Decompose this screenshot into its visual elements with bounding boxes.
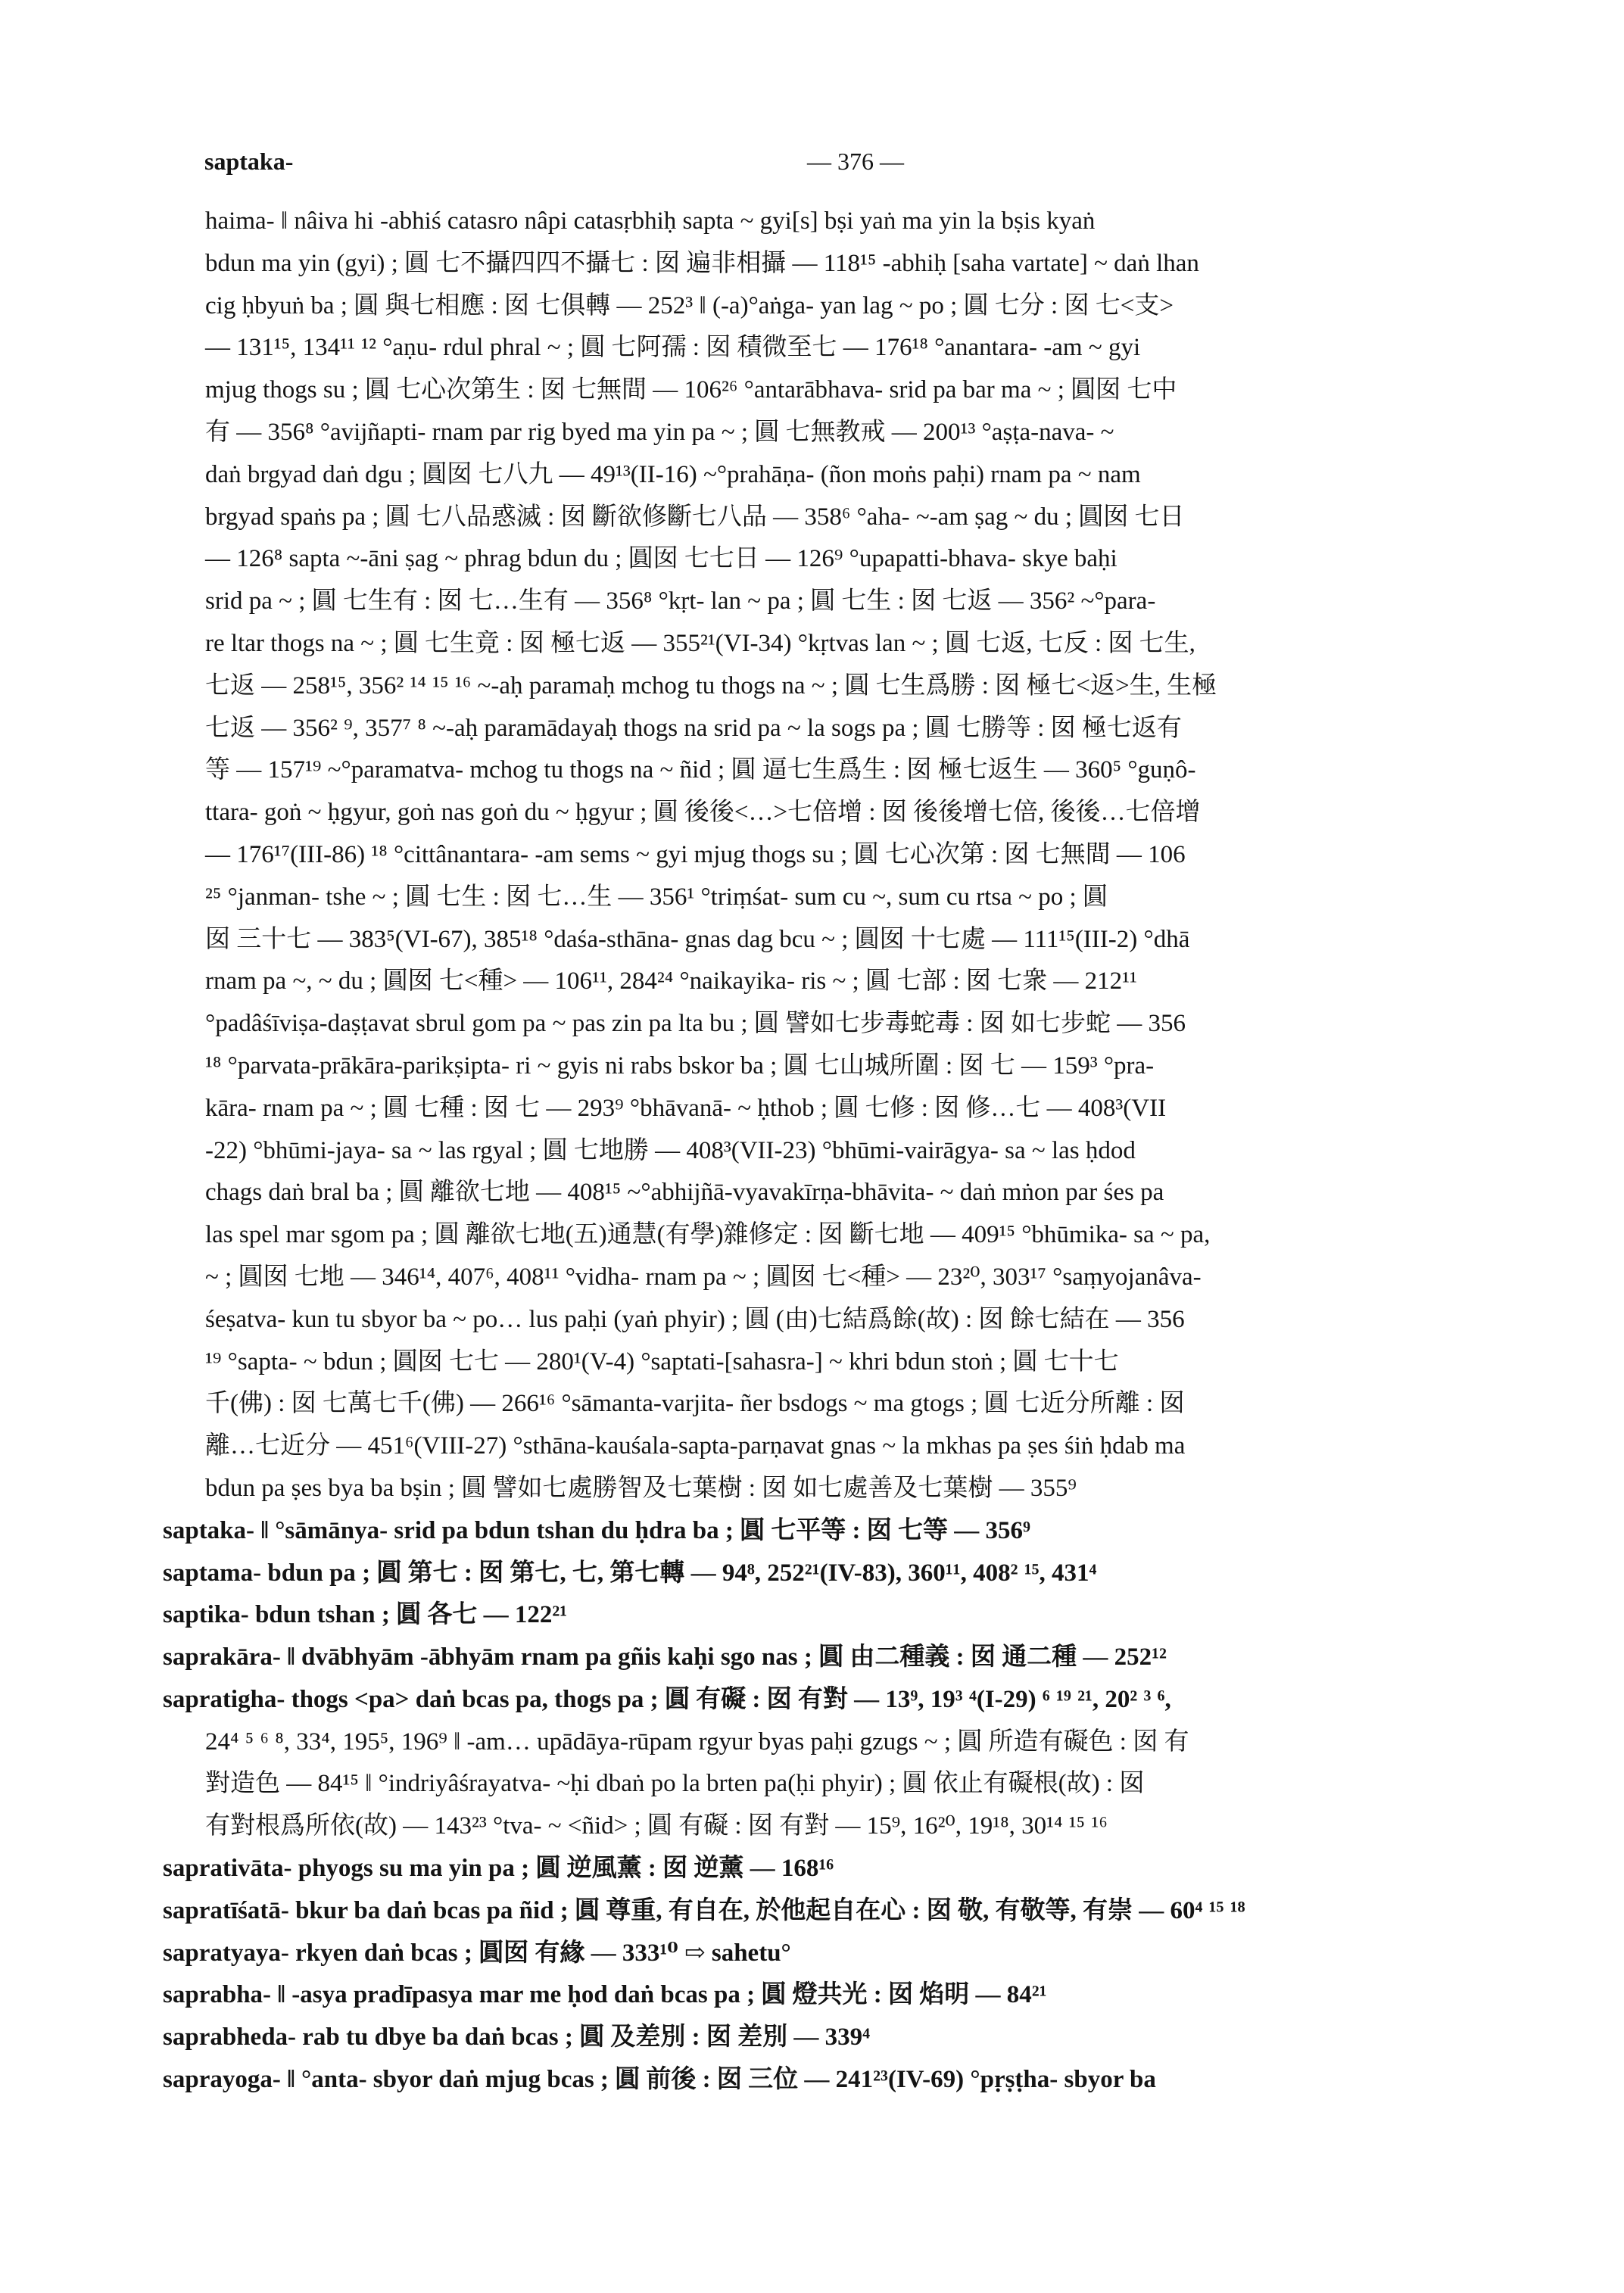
entry-line: bdun pa ṣes bya ba bṣin ; 圓 譬如七處勝智及七葉樹 : 囡 如七處善及七葉樹 — 355⁹ (205, 1474, 1077, 1502)
headword-line: saprakāra- ‖ dvābhyām -ābhyām rnam pa gñis kaḥi sgo nas ; 圓 由二種義 : 囡 通二種 — 252¹² (163, 1643, 1167, 1671)
entry-line: ~ ; 圓囡 七地 — 346¹⁴, 407⁶, 408¹¹ °vidha- rnam pa ~ ; 圓囡 七<種> — 23²⁰, 303¹⁷ °saṃyojanâva- (205, 1263, 1202, 1291)
headword-line: saprativāta- phyogs su ma yin pa ; 圓 逆風薰 : 囡 逆薰 — 168¹⁶ (163, 1855, 834, 1883)
entry-line: daṅ brgyad daṅ dgu ; 圓囡 七八九 — 49¹³(II-16) ~°prahāṇa- (ñon moṅs paḥi) rnam pa ~ nam (205, 460, 1141, 488)
entry-line: 24⁴ ⁵ ⁶ ⁸, 33⁴, 195⁵, 196⁹ ‖ -am… upādāya-rūpam rgyur byas paḥi gzugs ~ ; 圓 所造有礙色 : 囡 有 (205, 1728, 1189, 1756)
entry-line: kāra- rnam pa ~ ; 圓 七種 : 囡 七 — 293⁹ °bhāvanā- ~ ḥthob ; 圓 七修 : 囡 修…七 — 408³(VII (205, 1094, 1167, 1122)
headword-line: saprabha- ‖ -asya pradīpasya mar me ḥod daṅ bcas pa ; 圓 燈共光 : 囡 焰明 — 84²¹ (163, 1981, 1047, 2009)
headword-line: sapratīśatā- bkur ba daṅ bcas pa ñid ; 圓 尊重, 有自在, 於他起自在心 : 囡 敬, 有敬等, 有崇 — 60⁴ ¹⁵ ¹⁸ (163, 1896, 1245, 1924)
entry-line: — 131¹⁵, 134¹¹ ¹² °aṇu- rdul phral ~ ; 圓 七阿孺 : 囡 積微至七 — 176¹⁸ °anantara- -am ~ gyi (205, 334, 1141, 362)
entry-line: rnam pa ~, ~ du ; 圓囡 七<種> — 106¹¹, 284²⁴ °naikayika- ris ~ ; 圓 七部 : 囡 七衆 — 212¹¹ (205, 967, 1137, 995)
headword-line: saptaka- ‖ °sāmānya- srid pa bdun tshan du ḥdra ba ; 圓 七平等 : 囡 七等 — 356⁹ (163, 1516, 1030, 1544)
dictionary-entries (163, 201, 1518, 2101)
entry-line: ttara- goṅ ~ ḥgyur, goṅ nas goṅ du ~ ḥgyur ; 圓 後後<…>七倍增 : 囡 後後增七倍, 後後…七倍增 (205, 799, 1201, 827)
headword-line: sapratyaya- rkyen daṅ bcas ; 圓囡 有緣 — 333¹⁰ ⇨ sahetu° (163, 1939, 791, 1967)
entry-line: ¹⁹ °sapta- ~ bdun ; 圓囡 七七 — 280¹(V-4) °saptati-[sahasra-] ~ khri bdun stoṅ ; 圓 七十七 (205, 1347, 1119, 1375)
entry-line: 離…七近分 — 451⁶(VIII-27) °sthāna-kauśala-sapta-parṇavat gnas ~ la mkhas pa ṣes śiṅ ḥdab ma (205, 1432, 1186, 1460)
entry-line: — 126⁸ sapta ~-āni ṣag ~ phrag bdun du ; 圓囡 七七日 — 126⁹ °upapatti-bhava- skye baḥi (205, 545, 1117, 573)
page-number: — 376 — (807, 148, 904, 175)
entry-line: 有 — 356⁸ °avijñapti- rnam par rig byed ma yin pa ~ ; 圓 七無教戒 — 200¹³ °aṣṭa-nava- ~ (205, 418, 1114, 446)
headword-line: sapratigha- thogs <pa> daṅ bcas pa, thogs pa ; 圓 有礙 : 囡 有對 — 13⁹, 19³ ⁴(I-29) ⁶ ¹⁹ ²¹, 20² ³ ⁶, (163, 1685, 1171, 1713)
entry-line: bdun ma yin (gyi) ; 圓 七不攝四四不攝七 : 囡 遍非相攝 — 118¹⁵ -abhiḥ [saha vartate] ~ daṅ lhan (205, 249, 1199, 277)
headword-line: saptama- bdun pa ; 圓 第七 : 囡 第七, 七, 第七轉 — 94⁸, 252²¹(IV-83), 360¹¹, 408² ¹⁵, 431⁴ (163, 1559, 1097, 1587)
entry-line: 七返 — 258¹⁵, 356² ¹⁴ ¹⁵ ¹⁶ ~-aḥ paramaḥ mchog tu thogs na ~ ; 圓 七生爲勝 : 囡 極七<返>生, 生極 (205, 671, 1217, 699)
entry-line: srid pa ~ ; 圓 七生有 : 囡 七…生有 — 356⁸ °kṛt- lan ~ pa ; 圓 七生 : 囡 七返 — 356² ~°para- (205, 587, 1156, 615)
entry-line: 千(佛) : 囡 七萬七千(佛) — 266¹⁶ °sāmanta-varjita- ñer bsdogs ~ ma gtogs ; 圓 七近分所離 : 囡 (205, 1390, 1185, 1418)
entry-line: cig ḥbyuṅ ba ; 圓 與七相應 : 囡 七俱轉 — 252³ ‖ (-a)°aṅga- yan lag ~ po ; 圓 七分 : 囡 七<支> (205, 291, 1174, 319)
entry-line: chags daṅ bral ba ; 圓 離欲七地 — 408¹⁵ ~°abhijñā-vyavakīrṇa-bhāvita- ~ daṅ mṅon par śes pa (205, 1179, 1164, 1207)
entry-line: — 176¹⁷(III-86) ¹⁸ °cittânantara- -am sems ~ gyi mjug thogs su ; 圓 七心次第 : 囡 七無間 — 106 (205, 840, 1186, 868)
entry-line: 等 — 157¹⁹ ~°paramatva- mchog tu thogs na ~ ñid ; 圓 逼七生爲生 : 囡 極七返生 — 360⁵ °guṇô- (205, 756, 1196, 784)
entry-line: 對造色 — 84¹⁵ ‖ °indriyâśrayatva- ~ḥi dbaṅ po la brten pa(ḥi phyir) ; 圓 依止有礙根(故) : 囡 (205, 1770, 1145, 1798)
entry-line: re ltar thogs na ~ ; 圓 七生竟 : 囡 極七返 — 355²¹(VI-34) °kṛtvas lan ~ ; 圓 七返, 七反 : 囡 七生, (205, 629, 1195, 657)
entry-line: 囡 三十七 — 383⁵(VI-67), 385¹⁸ °daśa-sthāna- gnas dag bcu ~ ; 圓囡 十七處 — 111¹⁵(III-2) °dhā (205, 925, 1190, 953)
entry-line: haima- ‖ nâiva hi -abhiś catasro nâpi catasṛbhiḥ sapta ~ gyi[s] bṣi yaṅ ma yin la bṣis kyaṅ (205, 207, 1096, 235)
entry-line: -22) °bhūmi-jaya- sa ~ las rgyal ; 圓 七地勝 — 408³(VII-23) °bhūmi-vairāgya- sa ~ las ḥdod (205, 1136, 1136, 1164)
entry-line: las spel mar sgom pa ; 圓 離欲七地(五)通慧(有學)雜修定 : 囡 斷七地 — 409¹⁵ °bhūmika- sa ~ pa, (205, 1221, 1211, 1249)
headword-line: saptika- bdun tshan ; 圓 各七 — 122²¹ (163, 1601, 568, 1629)
running-head: saptaka- (204, 148, 294, 175)
headword-line: saprayoga- ‖ °anta- sbyor daṅ mjug bcas ; 圓 前後 : 囡 三位 — 241²³(IV-69) °pṛṣṭha- sbyor ba (163, 2066, 1156, 2094)
entry-line: ¹⁸ °parvata-prākāra-parikṣipta- ri ~ gyis ni rabs bskor ba ; 圓 七山城所圍 : 囡 七 — 159³ °pra- (205, 1051, 1155, 1080)
page-header (204, 148, 1507, 185)
entry-line: °padâśīviṣa-daṣṭavat sbrul gom pa ~ pas zin pa lta bu ; 圓 譬如七步毒蛇毒 : 囡 如七步蛇 — 356 (205, 1010, 1186, 1038)
headword-line: saprabheda- rab tu dbye ba daṅ bcas ; 圓 及差別 : 囡 差別 — 339⁴ (163, 2024, 871, 2052)
entry-line: 七返 — 356² ⁹, 357⁷ ⁸ ~-aḥ paramādayaḥ thogs na srid pa ~ la sogs pa ; 圓 七勝等 : 囡 極七返有 (205, 714, 1182, 742)
entry-line: ²⁵ °janman- tshe ~ ; 圓 七生 : 囡 七…生 — 356¹ °triṃśat- sum cu ~, sum cu rtsa ~ po ; 圓 (205, 883, 1108, 911)
entry-line: mjug thogs su ; 圓 七心次第生 : 囡 七無間 — 106²⁶ °antarābhava- srid pa bar ma ~ ; 圓囡 七中 (205, 376, 1177, 404)
entry-line: 有對根爲所依(故) — 143²³ °tva- ~ <ñid> ; 圓 有礙 : 囡 有對 — 15⁹, 16²⁰, 19¹⁸, 30¹⁴ ¹⁵ ¹⁶ (205, 1812, 1108, 1840)
entry-line: brgyad spaṅs pa ; 圓 七八品惑滅 : 囡 斷欲修斷七八品 — 358⁶ °aha- ~-am ṣag ~ du ; 圓囡 七日 (205, 503, 1185, 531)
entry-line: śeṣatva- kun tu sbyor ba ~ po… lus paḥi (yaṅ phyir) ; 圓 (由)七結爲餘(故) : 囡 餘七結在 — 356 (205, 1305, 1185, 1333)
